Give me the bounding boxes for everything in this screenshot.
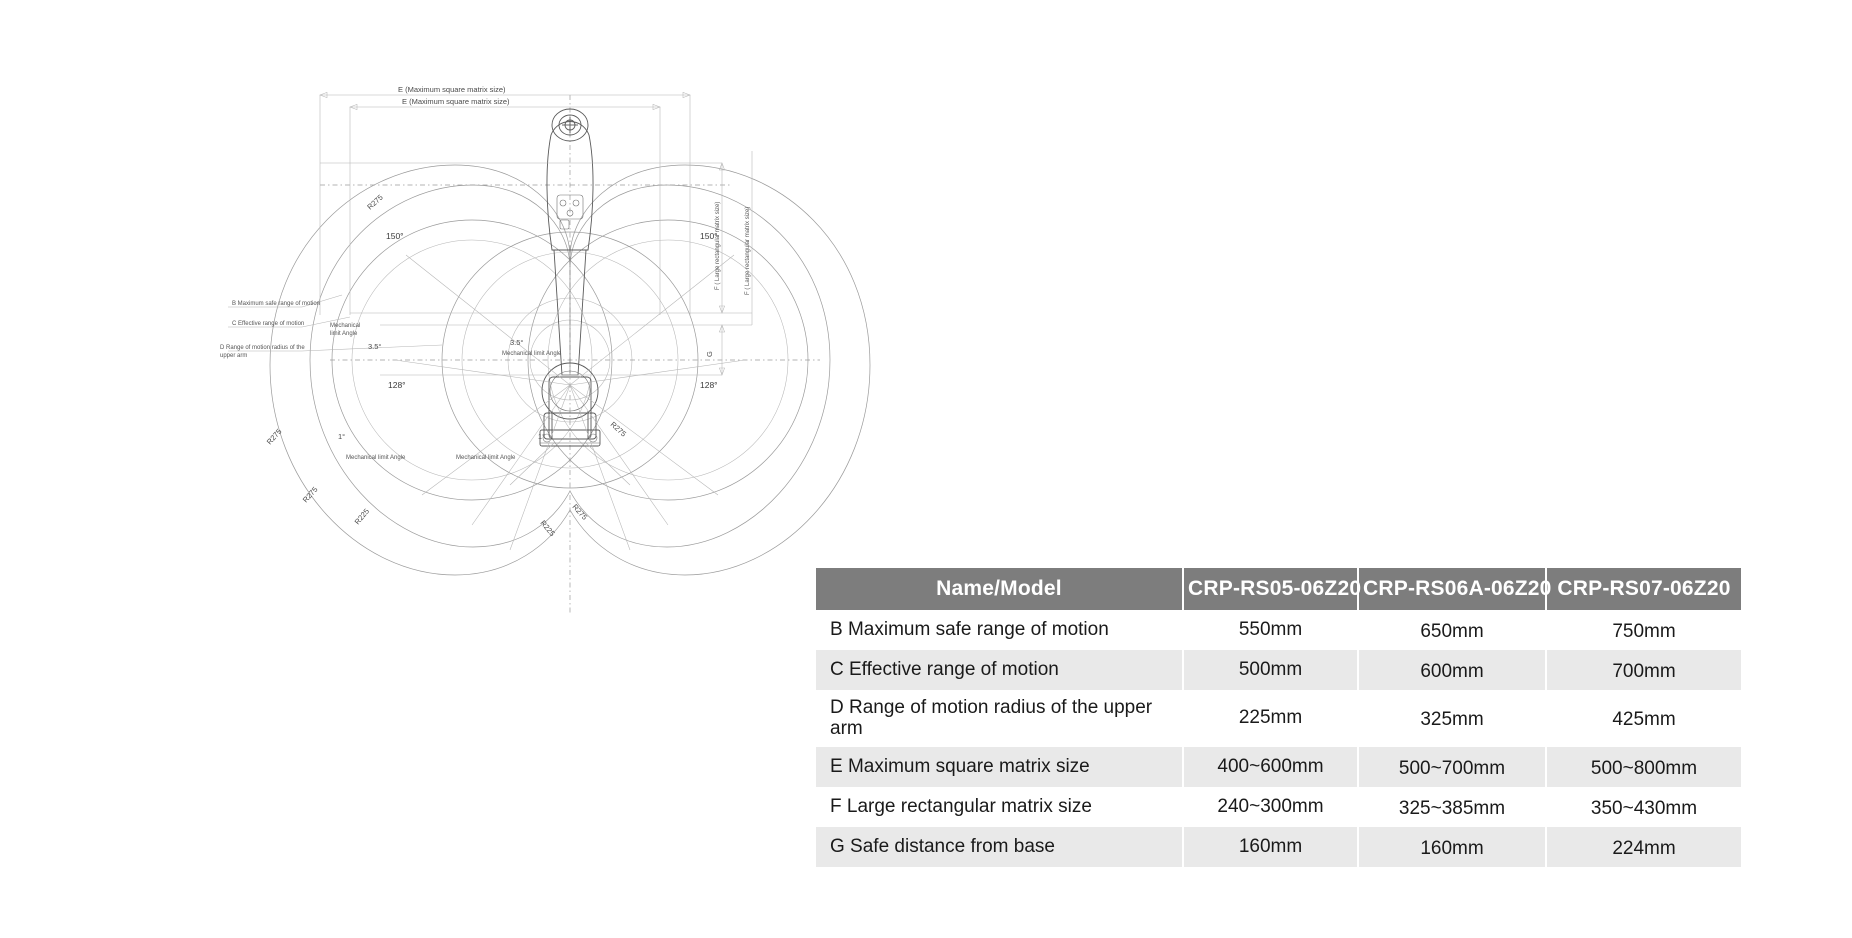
angle-label-lower-left: 1° <box>338 432 346 441</box>
radius-label-4: R225 <box>352 506 372 527</box>
angle-label-lower-right: 1° <box>538 432 546 441</box>
table-header <box>816 568 1741 610</box>
dim-label-e-top-2: E (Maximum square matrix size) <box>402 97 510 106</box>
dim-label-f-1: F ( Large rectangular matrix size) <box>715 201 721 290</box>
radius-label-6: R225 <box>538 518 557 539</box>
callout-label-c: C Effective range of motion <box>232 321 305 327</box>
row-c-value-rs06a: 600mm <box>1358 650 1546 690</box>
row-c-value-rs07: 700mm <box>1546 650 1741 690</box>
row-c-value-rs05: 500mm <box>1183 650 1358 690</box>
dim-label-e-top-1: E (Maximum square matrix size) <box>398 85 506 94</box>
dim-label-f-2: F ( Large rectangular matrix size) <box>745 206 751 295</box>
table-row <box>816 787 1741 827</box>
callout-label-b: B Maximum safe range of motion <box>232 301 321 307</box>
angle-label-upper-right: 150° <box>700 231 718 241</box>
table-row <box>816 690 1741 747</box>
mech-limit-label-4: Mechanical limit Angle <box>456 455 516 461</box>
row-e-value-rs07: 500~800mm <box>1546 747 1741 787</box>
dimension-F-G-lines <box>320 151 752 375</box>
callout-label-d-line1: D Range of motion radius of the <box>220 345 305 351</box>
row-e-value-rs05: 400~600mm <box>1183 747 1358 787</box>
drawing-svg <box>210 55 910 715</box>
radius-label-7: R275 <box>570 502 590 522</box>
table-header-row <box>816 568 1741 610</box>
row-g-value-rs06a: 160mm <box>1358 827 1546 867</box>
angle-label-mid-left: 128° <box>388 380 406 390</box>
row-label-d: D Range of motion radius of the upper arm <box>816 690 1183 747</box>
row-label-g: G Safe distance from base <box>816 827 1183 867</box>
dim-label-g: G <box>705 351 714 357</box>
table-row <box>816 747 1741 787</box>
row-d-value-rs06a: 325mm <box>1358 690 1546 747</box>
row-d-value-rs05: 225mm <box>1183 690 1358 747</box>
table-body <box>816 610 1741 867</box>
row-label-b: B Maximum safe range of motion <box>816 610 1183 650</box>
row-f-value-rs07: 350~430mm <box>1546 787 1741 827</box>
mech-limit-label-1: Mechanical <box>330 323 361 329</box>
row-g-value-rs05: 160mm <box>1183 827 1358 867</box>
row-g-value-rs07: 224mm <box>1546 827 1741 867</box>
table-row <box>816 610 1741 650</box>
row-b-value-rs07: 750mm <box>1546 610 1741 650</box>
table-row <box>816 650 1741 690</box>
angle-label-mid-right: 128° <box>700 380 718 390</box>
row-f-value-rs05: 240~300mm <box>1183 787 1358 827</box>
table-row <box>816 827 1741 867</box>
column-header-crp-rs06a: CRP-RS06A-06Z20 <box>1358 568 1546 610</box>
column-header-crp-rs07: CRP-RS07-06Z20 <box>1546 568 1741 610</box>
radius-label-5: R275 <box>608 419 629 439</box>
column-header-crp-rs05: CRP-RS05-06Z20 <box>1183 568 1358 610</box>
row-label-c: C Effective range of motion <box>816 650 1183 690</box>
row-b-value-rs06a: 650mm <box>1358 610 1546 650</box>
angle-label-inner-right: 3.5° <box>510 338 524 347</box>
mech-limit-label-2: Mechanical limit Angle <box>502 351 562 357</box>
row-label-e: E Maximum square matrix size <box>816 747 1183 787</box>
angle-labels <box>330 231 718 461</box>
row-f-value-rs06a: 325~385mm <box>1358 787 1546 827</box>
specification-table <box>816 568 1741 867</box>
column-header-name-model: Name/Model <box>816 568 1183 610</box>
radius-label-2: R275 <box>264 426 284 447</box>
radius-labels <box>265 193 628 538</box>
mech-limit-label-3: Mechanical limit Angle <box>346 455 406 461</box>
radius-label-3: R275 <box>300 484 320 505</box>
robot-range-of-motion-drawing <box>210 55 910 715</box>
row-e-value-rs06a: 500~700mm <box>1358 747 1546 787</box>
callout-label-d-line2: upper arm <box>220 353 248 359</box>
row-b-value-rs05: 550mm <box>1183 610 1358 650</box>
mech-limit-label-1b: limit Angle <box>330 331 358 337</box>
radius-label-1: R275 <box>365 192 385 212</box>
row-d-value-rs07: 425mm <box>1546 690 1741 747</box>
angle-label-upper-left: 150° <box>386 231 404 241</box>
row-label-f: F Large rectangular matrix size <box>816 787 1183 827</box>
angle-label-inner-left: 3.5° <box>368 342 382 351</box>
